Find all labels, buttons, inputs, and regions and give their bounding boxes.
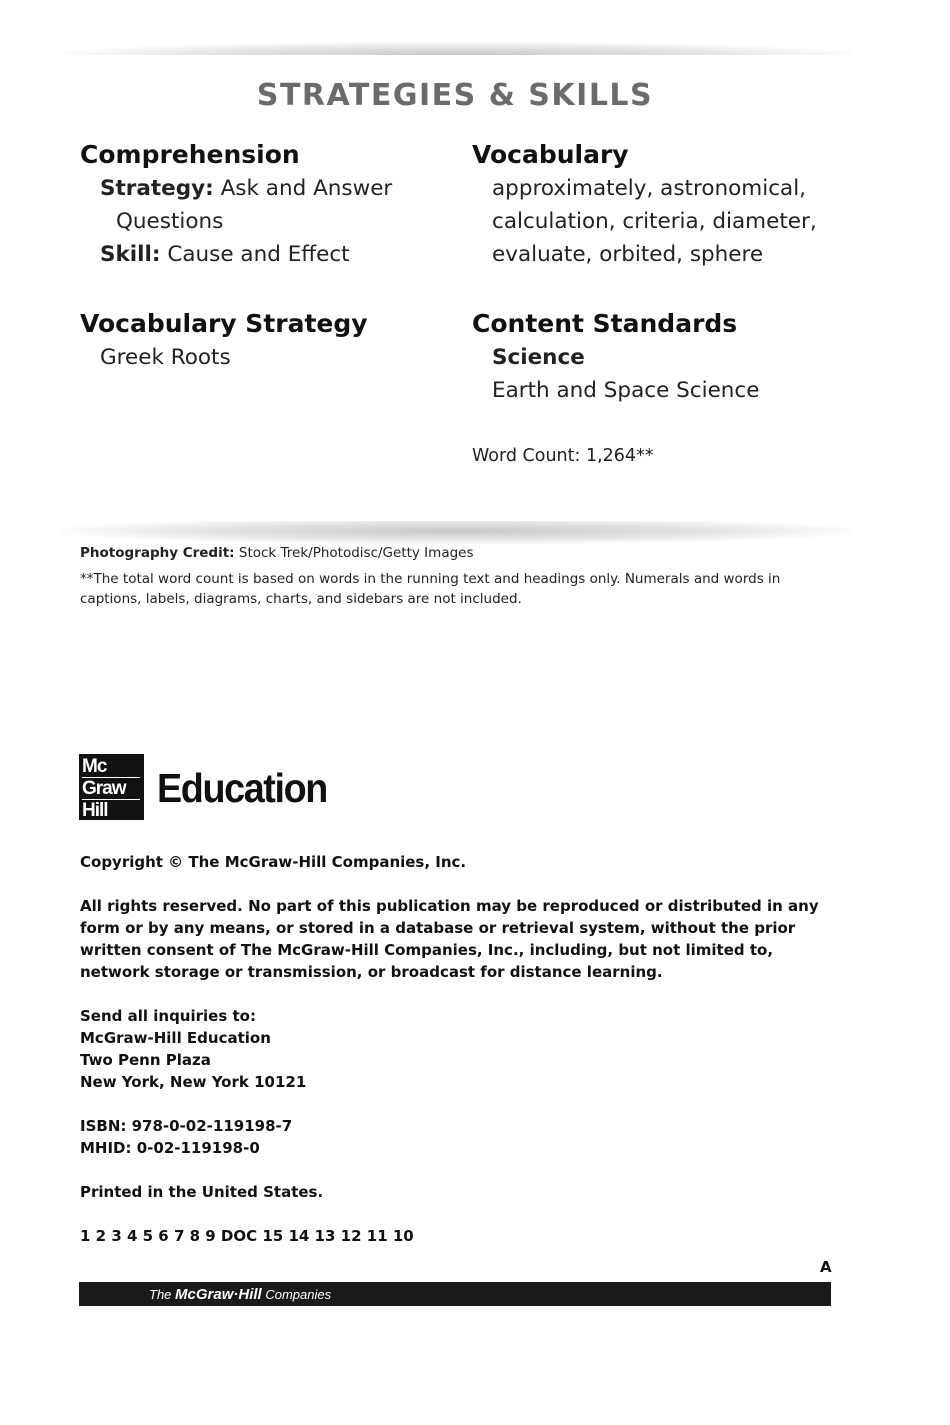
photo-credit-value: Stock Trek/Photodisc/Getty Images (238, 545, 474, 561)
inquiries-line: Send all inquiries to: (80, 1007, 256, 1025)
page-letter: A (820, 1258, 832, 1276)
strategy-value-cont: Questions (116, 209, 224, 234)
page-title: STRATEGIES & SKILLS (256, 78, 654, 113)
top-shadow-cover (62, 55, 852, 69)
vocabulary-line: approximately, astronomical, (492, 176, 806, 201)
word-count: Word Count: 1,264** (472, 446, 654, 466)
vocabulary-section (472, 138, 862, 271)
inquiries-line: Two Penn Plaza (80, 1051, 211, 1069)
logo-line-3: Hill (82, 800, 108, 821)
footer-prefix: The (149, 1287, 172, 1302)
vocabulary-strategy-section (80, 307, 470, 374)
content-standards-subject: Science (492, 345, 585, 370)
mhid: MHID: 0-02-119198-0 (80, 1139, 260, 1157)
footer-bar (79, 1282, 831, 1306)
logo-line-1: Mc (82, 756, 107, 777)
skill-line (80, 238, 470, 271)
identifiers-block (80, 1115, 840, 1159)
vocabulary-strategy-heading: Vocabulary Strategy (80, 309, 368, 338)
content-standards-value: Earth and Space Science (492, 378, 760, 403)
comprehension-heading: Comprehension (80, 140, 300, 169)
inquiries-line: McGraw-Hill Education (80, 1029, 271, 1047)
skill-value: Cause and Effect (167, 242, 350, 267)
bottom-shadow-band (62, 518, 852, 544)
logo-line-2: Graw (82, 778, 126, 799)
bottom-shadow-cover (62, 505, 852, 521)
vocabulary-heading: Vocabulary (472, 140, 629, 169)
word-count-note: **The total word count is based on words in the running text and headings only. Numerals and words in captions, labels, diagrams, charts, and sidebars are not included. (80, 571, 781, 607)
inquiries-block (80, 1005, 840, 1093)
copyright-line: Copyright © The McGraw-Hill Companies, Inc. (80, 853, 467, 871)
vocabulary-strategy-value: Greek Roots (100, 345, 231, 370)
footer-suffix: Companies (265, 1287, 332, 1302)
strategy-line (80, 172, 470, 205)
printed-line: Printed in the United States. (80, 1183, 324, 1201)
footer-brand (149, 1286, 331, 1303)
strategy-value: Ask and Answer (220, 176, 393, 201)
rights-paragraph: All rights reserved. No part of this publication may be reproduced or distributed in any form or by any means, or stored in a database or retrieval system, without the prior written consent of The McGraw-Hill Companies, Inc., including, but not limited to, network storage or transmission, or broadcast for distance learning. (80, 897, 819, 981)
photo-credit (80, 545, 474, 561)
isbn: ISBN: 978-0-02-119198-7 (80, 1117, 293, 1135)
vocabulary-line: evaluate, orbited, sphere (492, 242, 764, 267)
comprehension-section (80, 138, 470, 271)
strategy-label: Strategy: (100, 176, 214, 201)
skill-label: Skill: (100, 242, 161, 267)
education-wordmark: Education (157, 765, 327, 811)
mcgraw-hill-logo (79, 754, 144, 820)
print-line: 1 2 3 4 5 6 7 8 9 DOC 15 14 13 12 11 10 (80, 1227, 414, 1245)
photo-credit-label: Photography Credit: (80, 545, 235, 561)
inquiries-line: New York, New York 10121 (80, 1073, 307, 1091)
vocabulary-line: calculation, criteria, diameter, (492, 209, 817, 234)
footer-brand-name: McGraw·Hill (175, 1286, 262, 1303)
content-standards-section (472, 307, 862, 407)
content-standards-heading: Content Standards (472, 309, 738, 338)
